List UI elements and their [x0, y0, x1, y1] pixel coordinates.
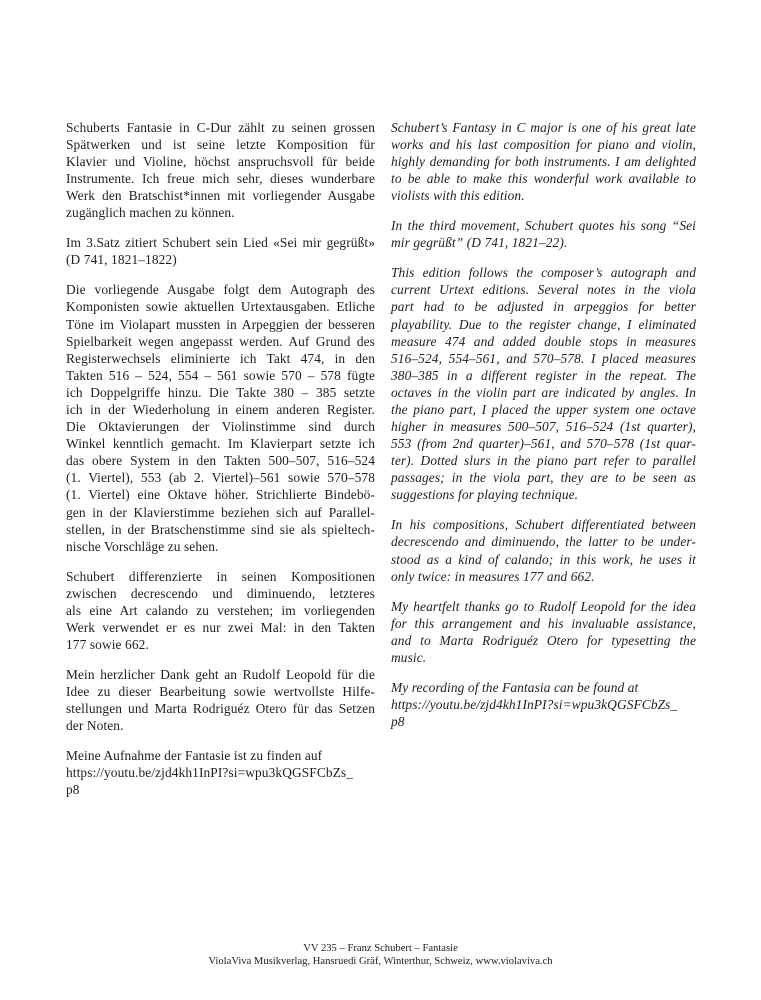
text-line: Schubert differenzierte in seinen Kompositionen	[66, 568, 375, 584]
paragraph	[391, 217, 696, 251]
text-line: mir gegrüßt” (D 741, 1821–22).	[391, 235, 568, 251]
text-line: Die vorliegende Ausgabe folgt dem Autograph des	[66, 282, 375, 298]
text-line: stellen, in der Bratschenstimme sind sie als spieltech-	[66, 521, 375, 537]
text-line: Werk verwendet er es nur zwei Mal: in den Takten	[66, 619, 375, 635]
text-line: Instrumente. Ich freue mich sehr, dieses wunderbare	[66, 171, 375, 187]
paragraph	[66, 568, 375, 653]
text-line: Werk den Bratschist*innen mit vorliegender Ausgabe	[66, 188, 375, 204]
text-line: Klavier und Violine, höchst anspruchsvoll für beide	[66, 154, 375, 170]
text-line: Die Oktavierungen der Violinstimme sind durch	[66, 419, 375, 435]
text-line: 380–385 in a different register in the repeat. The	[391, 367, 696, 383]
text-line: playability. Due to the register change, I eliminated	[391, 316, 696, 332]
text-line: decrescendo and diminuendo, the latter to be under-	[391, 534, 696, 550]
text-line: Registerwechsels eliminierte ich Takt 474, in den	[66, 350, 375, 366]
text-line: ich in der Wiederholung in einem anderen Register.	[66, 402, 375, 417]
text-line: nische Vorschläge zu sehen.	[66, 538, 219, 554]
text-line: 553 (from 2nd quarter)–561, and 570–578 (1st quar-	[391, 436, 696, 452]
text-line: (1. Viertel), 553 (ab 2. Viertel)–561 sowie 570–578	[66, 470, 375, 486]
text-line: measure 474 and added double stops in measures	[391, 333, 696, 349]
text-line: suggestions for playing technique.	[391, 487, 579, 503]
paragraph	[391, 598, 696, 666]
text-line: ich Doppelgriffe hinzu. Die Takte 380 – 385 setzte	[66, 384, 375, 400]
text-line: and to Marta Rodriguéz Otero for typesetting the	[391, 632, 696, 648]
text-line: zugänglich machen zu können.	[66, 205, 235, 221]
paragraph	[66, 119, 375, 222]
url-link[interactable]: https://youtu.be/zjd4kh1InPI?si=wpu3kQGSFCbZs_	[66, 765, 354, 781]
text-line: 516–524, 554–561, and 570–578. I placed measures	[391, 350, 696, 366]
text-line: violists with this edition.	[391, 188, 525, 204]
text-line: Winkel kenntlich gemacht. Im Klavierpart setzte ich	[66, 436, 375, 452]
text-line: Meine Aufnahme der Fantasie ist zu finden auf	[66, 748, 323, 764]
text-line: Idee zu dieser Bearbeitung sowie wertvollste Hilfe-	[66, 684, 375, 699]
paragraph	[66, 666, 375, 734]
text-line: part had to be adjusted in arpeggios for better	[391, 299, 696, 315]
text-line: stellungen und Marta Rodriguéz Otero für das Setzen	[66, 701, 375, 717]
paragraph	[391, 119, 696, 204]
paragraph	[66, 747, 375, 798]
text-line: Schuberts Fantasie in C-Dur zählt zu seinen grossen	[66, 120, 375, 135]
text-line: higher in measures 500–507, 516–524 (1st quarter),	[391, 419, 696, 435]
paragraph	[391, 516, 696, 584]
german-preface-column	[66, 119, 375, 798]
text-line: for this arrangement and his invaluable assistance,	[391, 615, 696, 631]
text-line: In the third movement, Schubert quotes his song “Sei	[391, 218, 696, 234]
text-line: Takten 516 – 524, 554 – 561 sowie 570 – 578 fügte	[66, 367, 375, 383]
text-line: der Noten.	[66, 718, 124, 734]
text-line: als eine Art calando zu verstehen; im vorliegenden	[66, 602, 375, 618]
text-line: only twice: in measures 177 and 662.	[391, 568, 595, 584]
text-line: Schubert’s Fantasy in C major is one of his great late	[391, 120, 696, 135]
text-line: Mein herzlicher Dank geht an Rudolf Leopold für die	[66, 666, 375, 682]
text-line: This edition follows the composer’s autograph and	[391, 265, 696, 281]
text-line: stood as a kind of calando; in this work, he uses it	[391, 551, 696, 567]
text-line: das obere System in den Takten 500–507, 516–524	[66, 453, 375, 469]
english-preface-column	[391, 119, 696, 798]
text-line: to be able to make this wonderful work available to	[391, 171, 696, 187]
text-line: current Urtext editions. Several notes in the viola	[391, 282, 696, 298]
text-line: Spielbarkeit wegen angepasst werden. Auf Grund des	[66, 333, 375, 349]
paragraph	[66, 234, 375, 268]
text-line: gen in der Klavierstimme beziehen sich auf Parallel-	[66, 504, 375, 520]
text-line: p8	[66, 782, 80, 798]
text-line: 177 sowie 662.	[66, 637, 149, 653]
text-line: works and his last composition for piano and violin,	[391, 137, 696, 153]
paragraph	[391, 679, 696, 730]
paragraph	[66, 281, 375, 555]
text-line: Im 3.Satz zitiert Schubert sein Lied «Sei mir gegrüßt»	[66, 235, 375, 251]
text-line: My heartfelt thanks go to Rudolf Leopold for the idea	[391, 598, 696, 614]
text-line: Töne im Violapart mussten in Arpeggien der besseren	[66, 316, 375, 332]
text-line: Spätwerken und ist seine letzte Komposition für	[66, 137, 375, 153]
preface-columns	[66, 119, 696, 798]
text-line: passages; in the viola part, they are to be seen as	[391, 470, 696, 486]
text-line: p8	[391, 713, 405, 729]
text-line: highly demanding for both instruments. I am delighted	[391, 154, 696, 170]
text-line: (D 741, 1821–1822)	[66, 252, 177, 268]
text-line: the piano part, I placed the upper system one octave	[391, 402, 696, 417]
text-line: music.	[391, 649, 427, 665]
text-line: zwischen decrescendo und diminuendo, letzteres	[66, 585, 375, 601]
text-line: ter). Dotted slurs in the piano part refer to parallel	[391, 453, 696, 469]
text-line: octaves in the violin part are indicated by angles. In	[391, 384, 696, 400]
text-line: My recording of the Fantasia can be found at	[391, 679, 639, 695]
text-line: Komponisten sowie aktuellen Urtextausgaben. Etliche	[66, 299, 375, 315]
url-link[interactable]: https://youtu.be/zjd4kh1InPI?si=wpu3kQGSFCbZs_	[391, 696, 678, 712]
text-line: In his compositions, Schubert differentiated between	[391, 517, 696, 533]
text-line: (1. Viertel) eine Oktave höher. Strichlierte Bindebö-	[66, 487, 375, 503]
paragraph	[391, 264, 696, 503]
page-footer	[0, 943, 761, 969]
footer-edition-info: VV 235 – Franz Schubert – Fantasie	[303, 943, 458, 954]
footer-publisher-info: ViolaViva Musikverlag, Hansruedi Gräf, Winterthur, Schweiz, www.violaviva.ch	[208, 955, 553, 967]
